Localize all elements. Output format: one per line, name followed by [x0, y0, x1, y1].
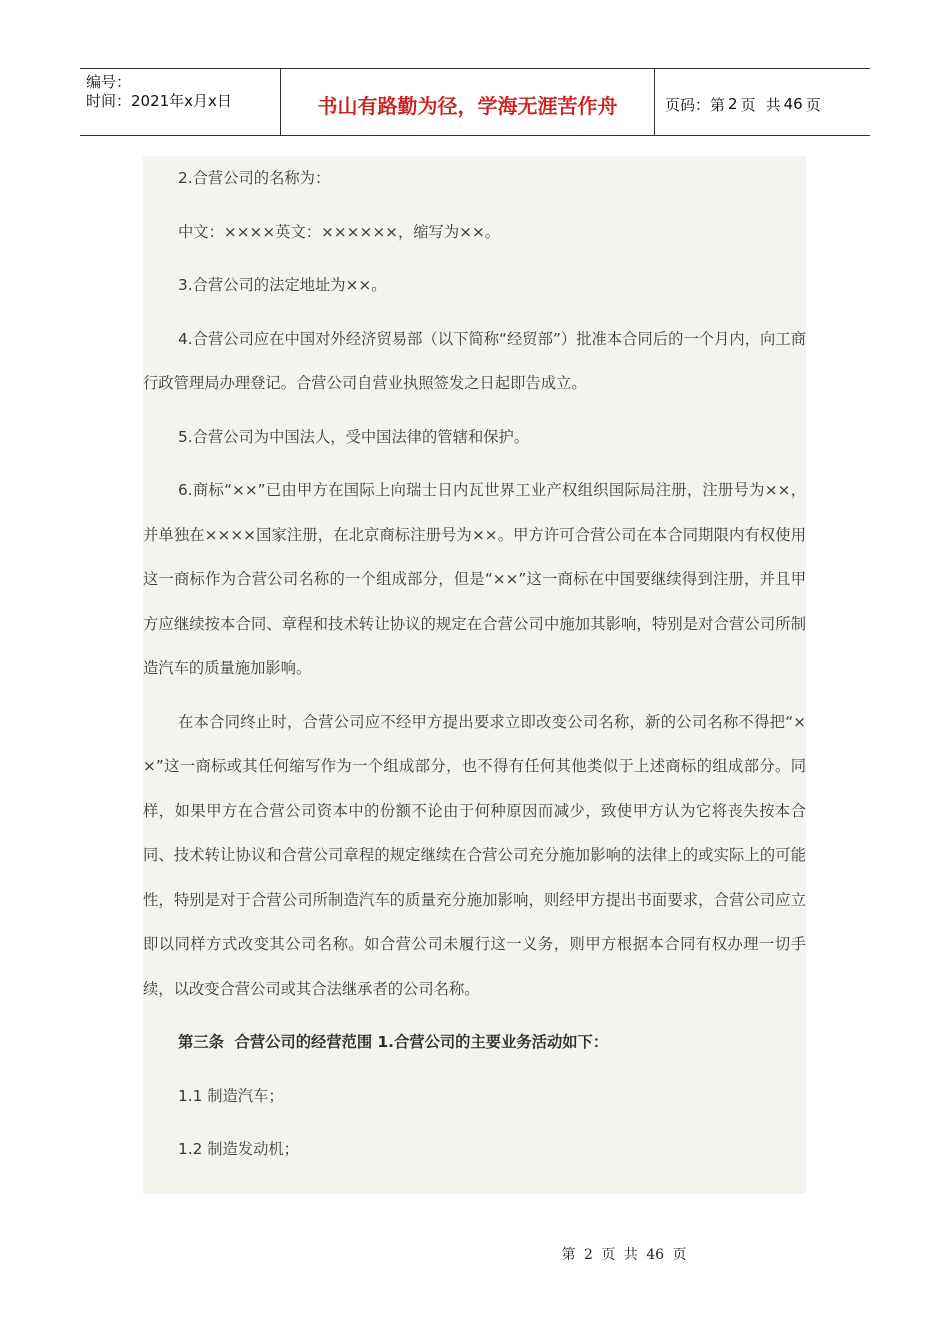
- code-label: 编号：: [86, 73, 132, 91]
- paragraph-legal-person: 5.合营公司为中国法人，受中国法律的管辖和保护。: [178, 427, 530, 446]
- paragraph-trademark: 6.商标“××”已由甲方在国际上向瑞士日内瓦世界工业产权组织国际局注册，注册号为××，并单独在××××国家注册，在北京商标注册号为××。甲方许可合营公司在本合同期限内有权使用这一商标作为合营公司名称的一个组成部分，但是“××”这一商标在中国要继续得到注册，并且甲方应继续按本合同、章程和技术转让协议的规定在合营公司中施加其影响，特别是对合营公司所制造汽车的质量施加影响。: [143, 481, 806, 677]
- page-end: 页: [805, 95, 821, 114]
- date-label: 时间：2021年x月x日: [86, 92, 232, 110]
- header-meta: [80, 69, 281, 135]
- list-item: 1.1 制造汽车；: [178, 1086, 284, 1105]
- page-current: 2: [728, 95, 738, 113]
- page-total: 46: [783, 95, 803, 113]
- page-mid: 页: [740, 95, 756, 114]
- paragraph-company-name: 2.合营公司的名称为：: [178, 169, 331, 187]
- header-motto-cell: [281, 69, 655, 135]
- article-three-heading: 第三条 合营公司的经营范围 1.合营公司的主要业务活动如下：: [178, 1033, 609, 1051]
- header-page-info: [655, 69, 870, 135]
- page-label: 页码：第: [665, 95, 726, 114]
- paragraph-name-detail: 中文：××××英文：××××××，缩写为××。: [178, 222, 501, 241]
- paragraph-legal-address: 3.合营公司的法定地址为××。: [178, 276, 387, 294]
- header-motto: 书山有路勤为径，学海无涯苦作舟: [317, 93, 618, 118]
- page-header: [80, 68, 870, 136]
- list-item: 1.2 制造发动机；: [178, 1140, 299, 1158]
- document-body: [143, 156, 806, 1194]
- page-total-label: 共: [765, 95, 781, 114]
- paragraph-termination: 在本合同终止时，合营公司应不经甲方提出要求立即改变公司名称，新的公司名称不得把“××”这一商标或其任何缩写作为一个组成部分，也不得有任何其他类似于上述商标的组成部分。同样，如果甲方在合营公司资本中的份额不论由于何种原因而减少，致使甲方认为它将丧失按本合同、技术转让协议和合营公司章程的规定继续在合营公司充分施加影响的法律上的或实际上的可能性，特别是对于合营公司所制造汽车的质量充分施加影响，则经甲方提出书面要求，合营公司应立即以同样方式改变其公司名称。如合营公司未履行这一义务，则甲方根据本合同有权办理一切手续，以改变合营公司或其合法继承者的公司名称。: [143, 712, 806, 998]
- page-footer: 第 2 页 共 46 页: [561, 1247, 687, 1263]
- paragraph-registration: 4.合营公司应在中国对外经济贸易部（以下简称“经贸部”）批准本合同后的一个月内，向工商行政管理局办理登记。合营公司自营业执照签发之日起即告成立。: [143, 329, 806, 392]
